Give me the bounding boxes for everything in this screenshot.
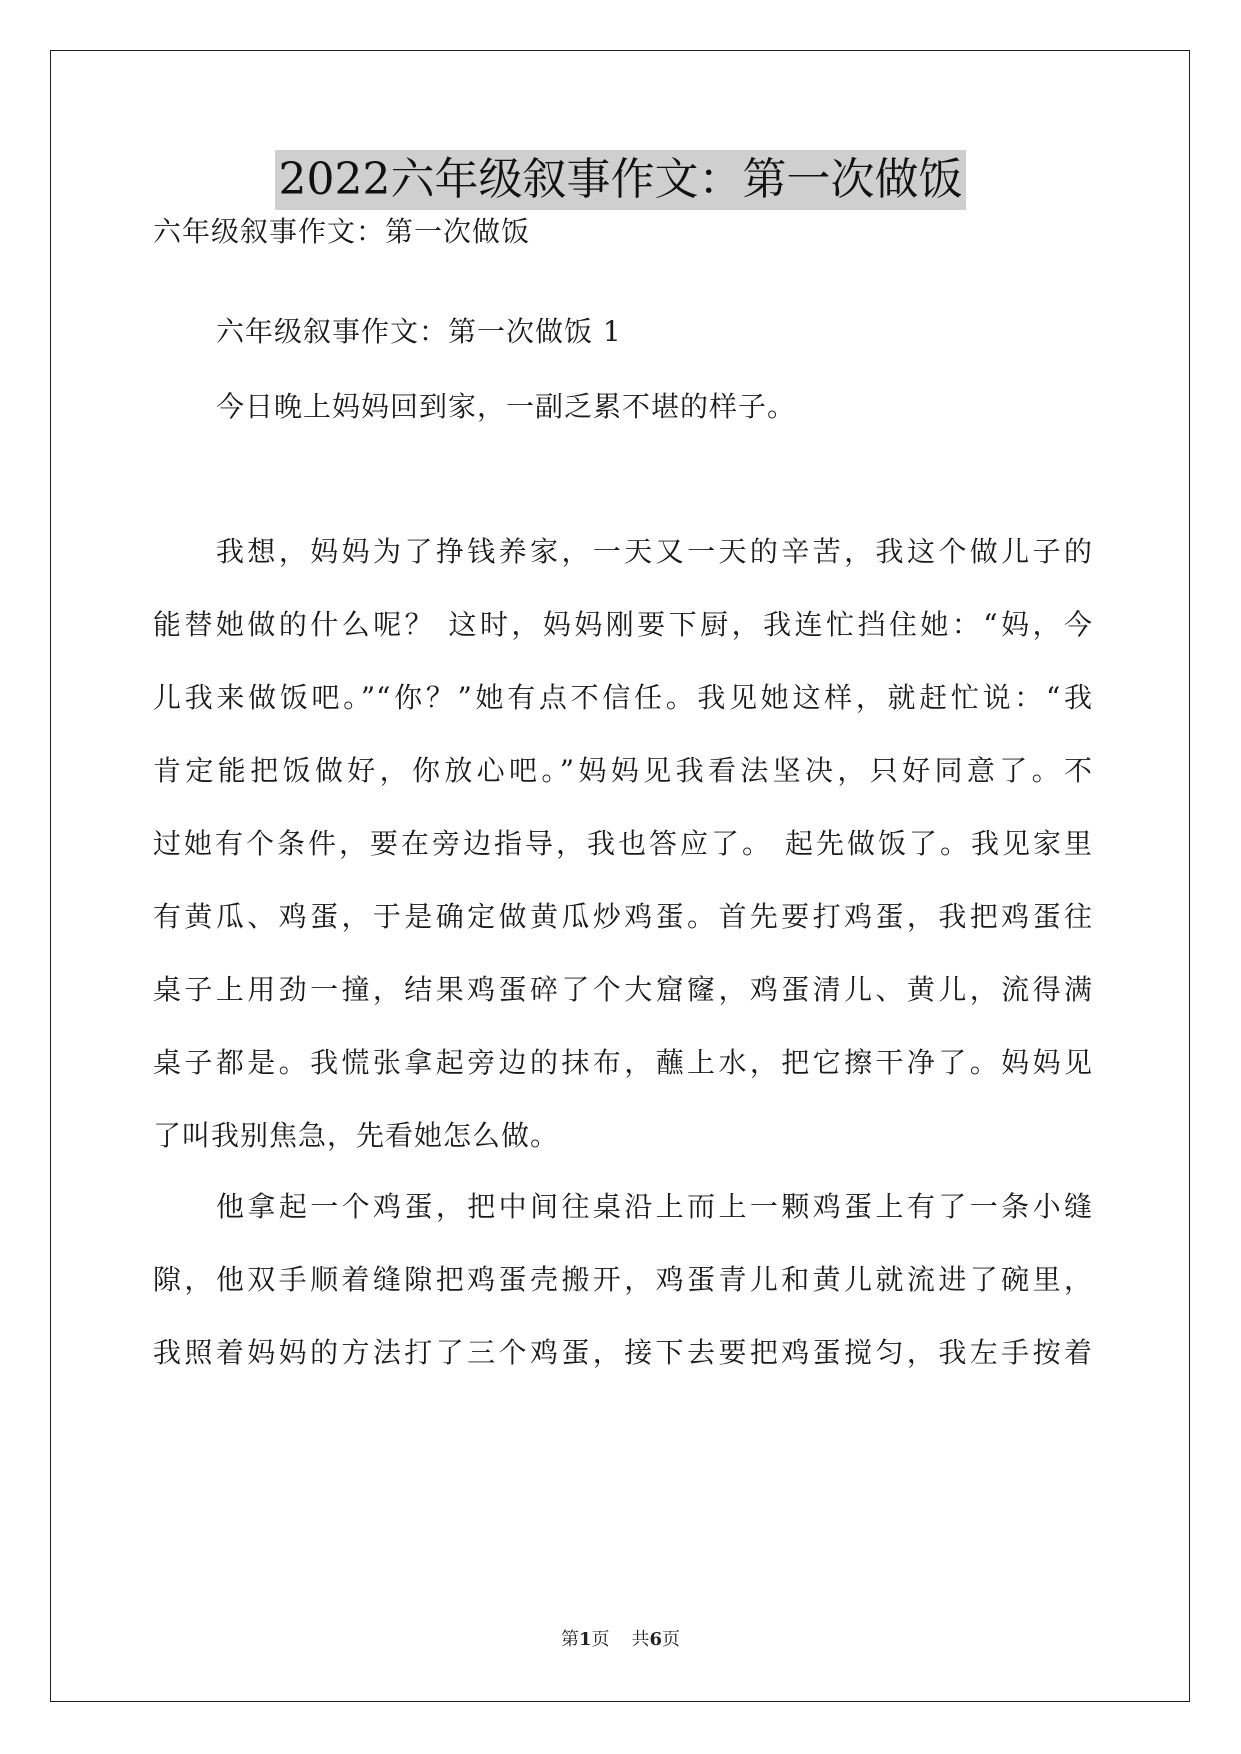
document-subtitle: 六年级叙事作文：第一次做饭 [153, 215, 531, 248]
page-footer [0, 1627, 1241, 1653]
paragraph-line: 我照着妈妈的方法打了三个鸡蛋，接下去要把鸡蛋搅匀，我左手按着 [153, 1336, 1093, 1369]
paragraph-line: 桌子都是。我慌张拿起旁边的抹布，蘸上水，把它擦干净了。妈妈见 [153, 1046, 1093, 1079]
paragraph-line: 有黄瓜、鸡蛋，于是确定做黄瓜炒鸡蛋。首先要打鸡蛋，我把鸡蛋往 [153, 900, 1093, 933]
section-heading: 六年级叙事作文：第一次做饭 1 [216, 315, 622, 348]
paragraph-1: 今日晚上妈妈回到家，一副乏累不堪的样子。 [216, 390, 797, 423]
paragraph-line: 他拿起一个鸡蛋，把中间往桌沿上而上一颗鸡蛋上有了一条小缝 [216, 1190, 1093, 1223]
document-title [0, 150, 1241, 210]
paragraph-line: 儿我来做饭吧。”“你？”她有点不信任。我见她这样，就赶忙说：“我 [153, 681, 1093, 714]
page-number: 1 [578, 1629, 592, 1650]
paragraph-line: 过她有个条件，要在旁边指导，我也答应了。 起先做饭了。我见家里 [153, 827, 1093, 860]
document-title-text: 2022六年级叙事作文：第一次做饭 [275, 150, 967, 210]
paragraph-line: 了叫我别焦急，先看她怎么做。 [153, 1119, 560, 1152]
total-prefix: 共 [631, 1629, 650, 1650]
page-prefix: 第 [560, 1629, 579, 1650]
page-suffix: 页 [591, 1629, 610, 1650]
total-pages: 6 [649, 1629, 663, 1650]
paragraph-line: 我想，妈妈为了挣钱养家，一天又一天的辛苦，我这个做儿子的 [216, 535, 1093, 568]
paragraph-line: 桌子上用劲一撞，结果鸡蛋碎了个大窟窿，鸡蛋清儿、黄儿，流得满 [153, 973, 1093, 1006]
paragraph-line: 肯定能把饭做好，你放心吧。”妈妈见我看法坚决，只好同意了。不 [153, 754, 1093, 787]
paragraph-line: 能替她做的什么呢？ 这时，妈妈刚要下厨，我连忙挡住她：“妈，今 [153, 608, 1093, 641]
paragraph-line: 隙，他双手顺着缝隙把鸡蛋壳搬开，鸡蛋青儿和黄儿就流进了碗里， [153, 1263, 1093, 1296]
page-border [50, 50, 1190, 1702]
total-suffix: 页 [662, 1629, 681, 1650]
